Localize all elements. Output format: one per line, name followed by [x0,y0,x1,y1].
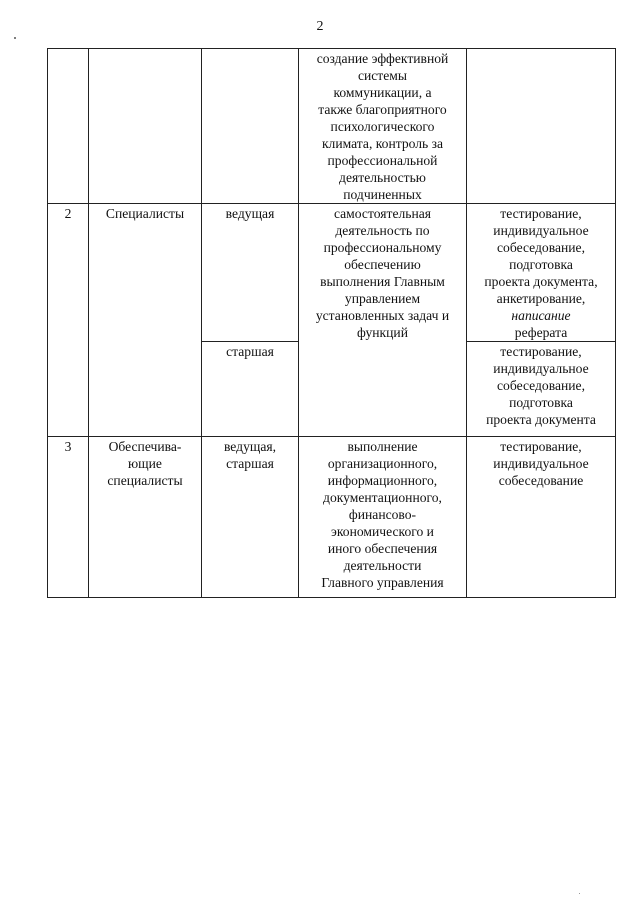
group-cell [202,49,299,204]
text-line: профессиональному [323,240,442,255]
text-line: финансово- [348,507,417,522]
text-line: выполнения Главным [320,274,445,289]
text-line: реферата [514,325,568,340]
text-line: функций [357,325,408,340]
text-line: проекта документа [486,412,596,427]
text-line: индивидуальное [493,223,589,238]
text-line: психологического [330,119,435,134]
text-line: проекта документа, [484,274,598,289]
functions-cell [299,437,467,598]
text-line: иного обеспечения [327,541,438,556]
text-line: тестирование, [500,344,582,359]
text-line: деятельности [343,558,422,573]
text-line: обеспечению [344,257,421,272]
text-line: Обеспечива- [108,439,182,454]
text-line: написание [511,308,571,323]
number-cell [48,49,89,204]
group-cell [202,437,299,598]
qualification-table [47,48,616,598]
text-line: индивидуальное [493,456,589,471]
text-line: тестирование, [500,439,582,454]
methods-cell [467,342,616,437]
text-line: ющие [128,456,162,471]
text-line: ведущая, [223,439,277,454]
text-line: управлением [344,291,421,306]
text-line: климата, контроль за [321,136,444,151]
text-line: профессиональной [327,153,438,168]
text-line: документационного, [323,490,442,505]
text-line: деятельностью [339,170,426,185]
page-number: 2 [316,19,324,34]
scan-speck [14,37,16,39]
text-line: деятельность по [335,223,430,238]
text-line: коммуникации, а [333,85,432,100]
group-cell: старшая [202,342,299,437]
number-cell: 2 [48,204,89,437]
text-line: собеседование, [497,378,585,393]
methods-cell [467,437,616,598]
text-line: информационного, [327,473,438,488]
text-line: также благоприятного [318,102,447,117]
text-line: подготовка [509,395,573,410]
table-row [48,204,616,342]
group-cell: ведущая [202,204,299,342]
text-line: организационного, [327,456,438,471]
text-line: старшая [226,456,274,471]
category-cell [89,437,202,598]
category-cell: Специалисты [89,204,202,437]
text-line: экономического и [331,524,434,539]
number-cell: 3 [48,437,89,598]
text-line: специалисты [107,473,183,488]
text-line: подчиненных [343,187,422,202]
category-cell [89,49,202,204]
methods-cell [467,49,616,204]
text-line: подготовка [509,257,573,272]
table-row [48,49,616,204]
text-line: выполнение [347,439,418,454]
text-line: анкетирование, [496,291,586,306]
text-line: собеседование [498,473,584,488]
text-line: системы [357,68,408,83]
text-line: собеседование, [497,240,585,255]
text-line: тестирование, [500,206,582,221]
methods-cell [467,204,616,342]
text-line: установленных задач и [315,308,450,323]
scan-speck [579,893,580,894]
functions-cell [299,204,467,437]
text-line: создание эффективной [316,51,449,66]
text-line: индивидуальное [493,361,589,376]
text-line: самостоятельная [333,206,432,221]
table-row [48,437,616,598]
functions-cell [299,49,467,204]
text-line: Главного управления [321,575,444,590]
